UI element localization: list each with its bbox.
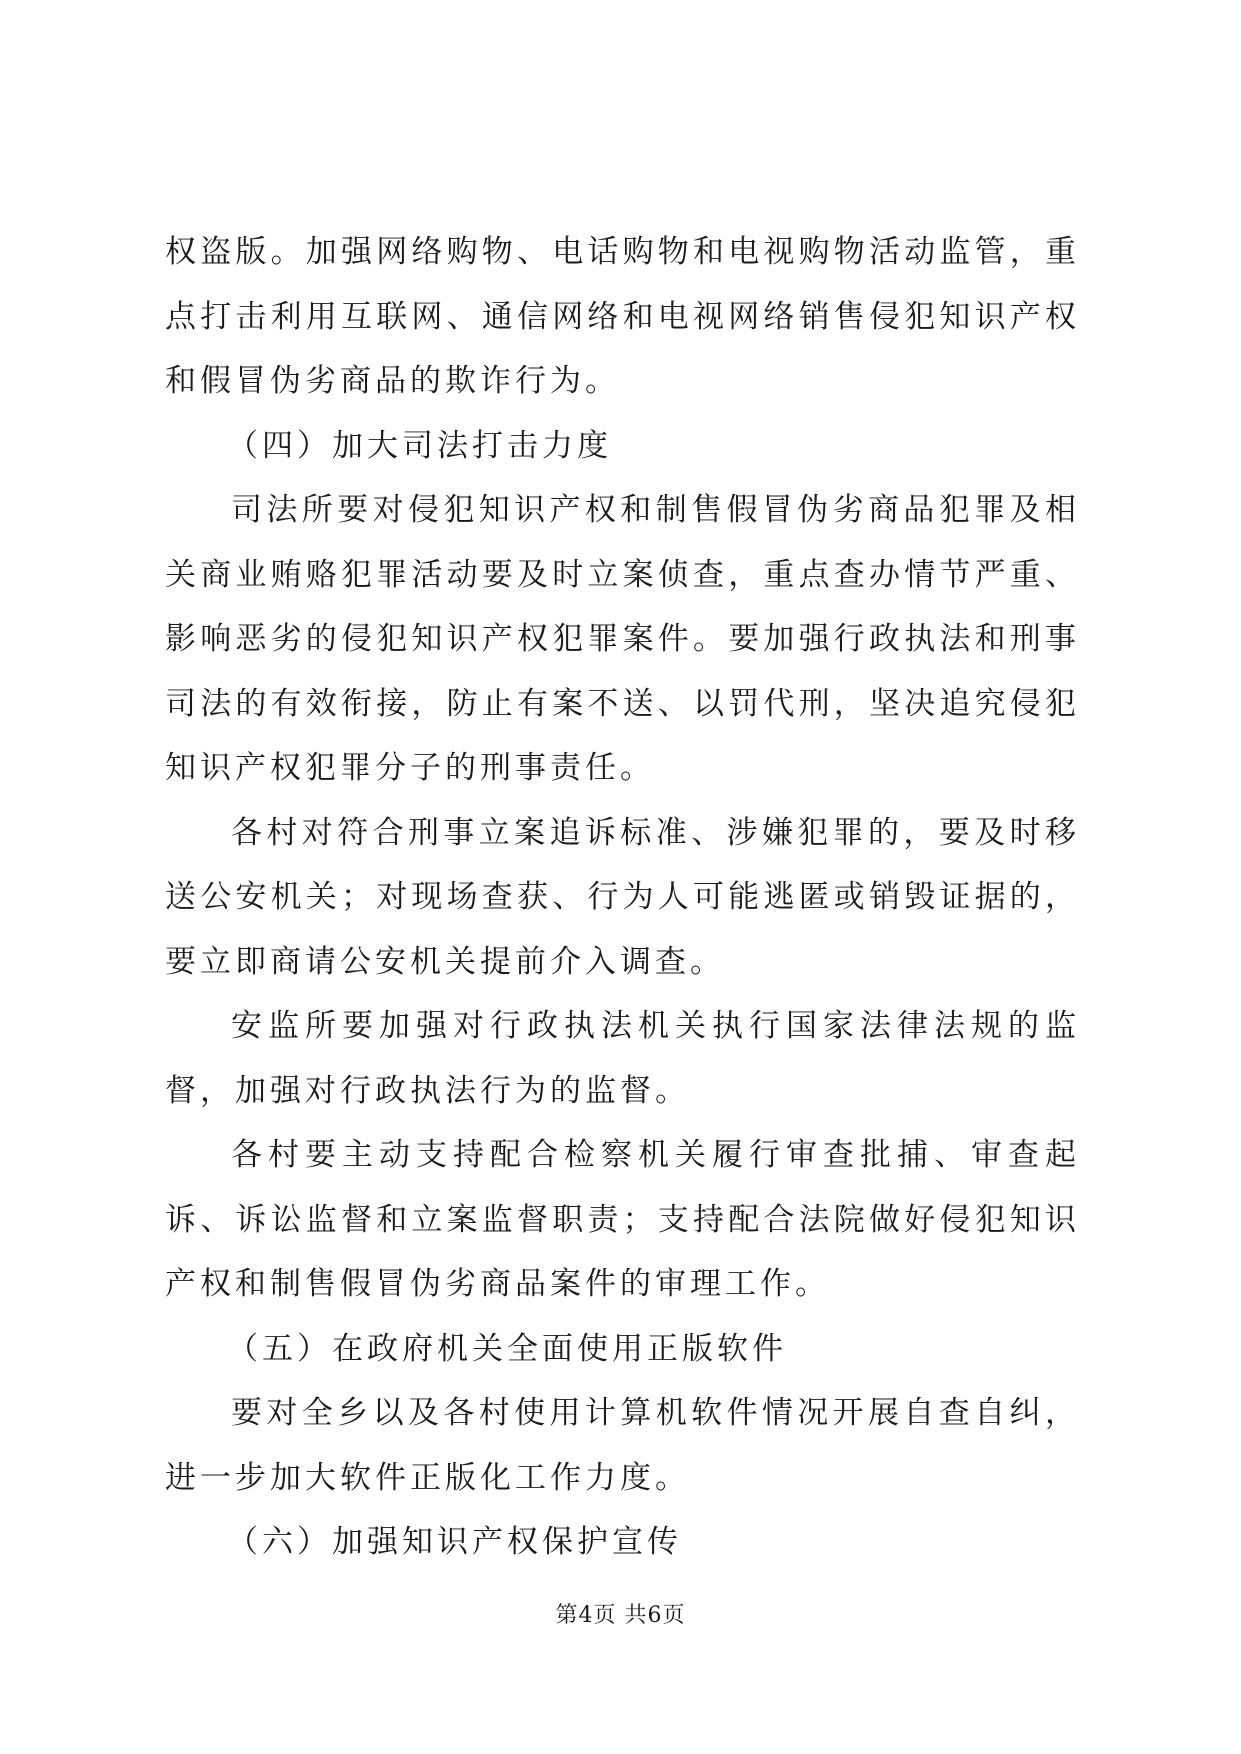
section-heading-judicial: （四）加大司法打击力度 (227, 427, 612, 464)
section-heading-ip-publicity: （六）加强知识产权保护宣传 (227, 1524, 682, 1560)
paragraph-villages-support: 各村要主动支持配合检察机关履行审查批捕、审查起诉、诉讼监督和立案监督职责；支持配合法院做好侵犯知识产权和制售假冒伪劣商品案件的审理工作。 (165, 1137, 1080, 1302)
document-body (165, 220, 1080, 1575)
paragraph-judicial-office: 司法所要对侵犯知识产权和制售假冒伪劣商品犯罪及相关商业贿赂犯罪活动要及时立案侦查，重点查办情节严重、影响恶劣的侵犯知识产权犯罪案件。要加强行政执法和刑事司法的有效衔接，防止有案不送、以罚代刑，坚决追究侵犯知识产权犯罪分子的刑事责任。 (165, 492, 1080, 786)
paragraph-software-check: 要对全乡以及各村使用计算机软件情况开展自查自纠，进一步加大软件正版化工作力度。 (165, 1395, 1080, 1496)
paragraph-continued-piracy: 权盗版。加强网络购物、电话购物和电视购物活动监管，重点打击利用互联网、通信网络和电视网络销售侵犯知识产权和假冒伪劣商品的欺诈行为。 (165, 234, 1080, 399)
paragraph-safety-supervision: 安监所要加强对行政执法机关执行国家法律法规的监督，加强对行政执法行为的监督。 (165, 1008, 1080, 1109)
page-footer: 第4页 共6页 (555, 1603, 686, 1628)
section-heading-genuine-software: （五）在政府机关全面使用正版软件 (227, 1330, 787, 1367)
paragraph-villages-transfer: 各村对符合刑事立案追诉标准、涉嫌犯罪的，要及时移送公安机关；对现场查获、行为人可能逃匿或销毁证据的，要立即商请公安机关提前介入调查。 (165, 814, 1080, 980)
